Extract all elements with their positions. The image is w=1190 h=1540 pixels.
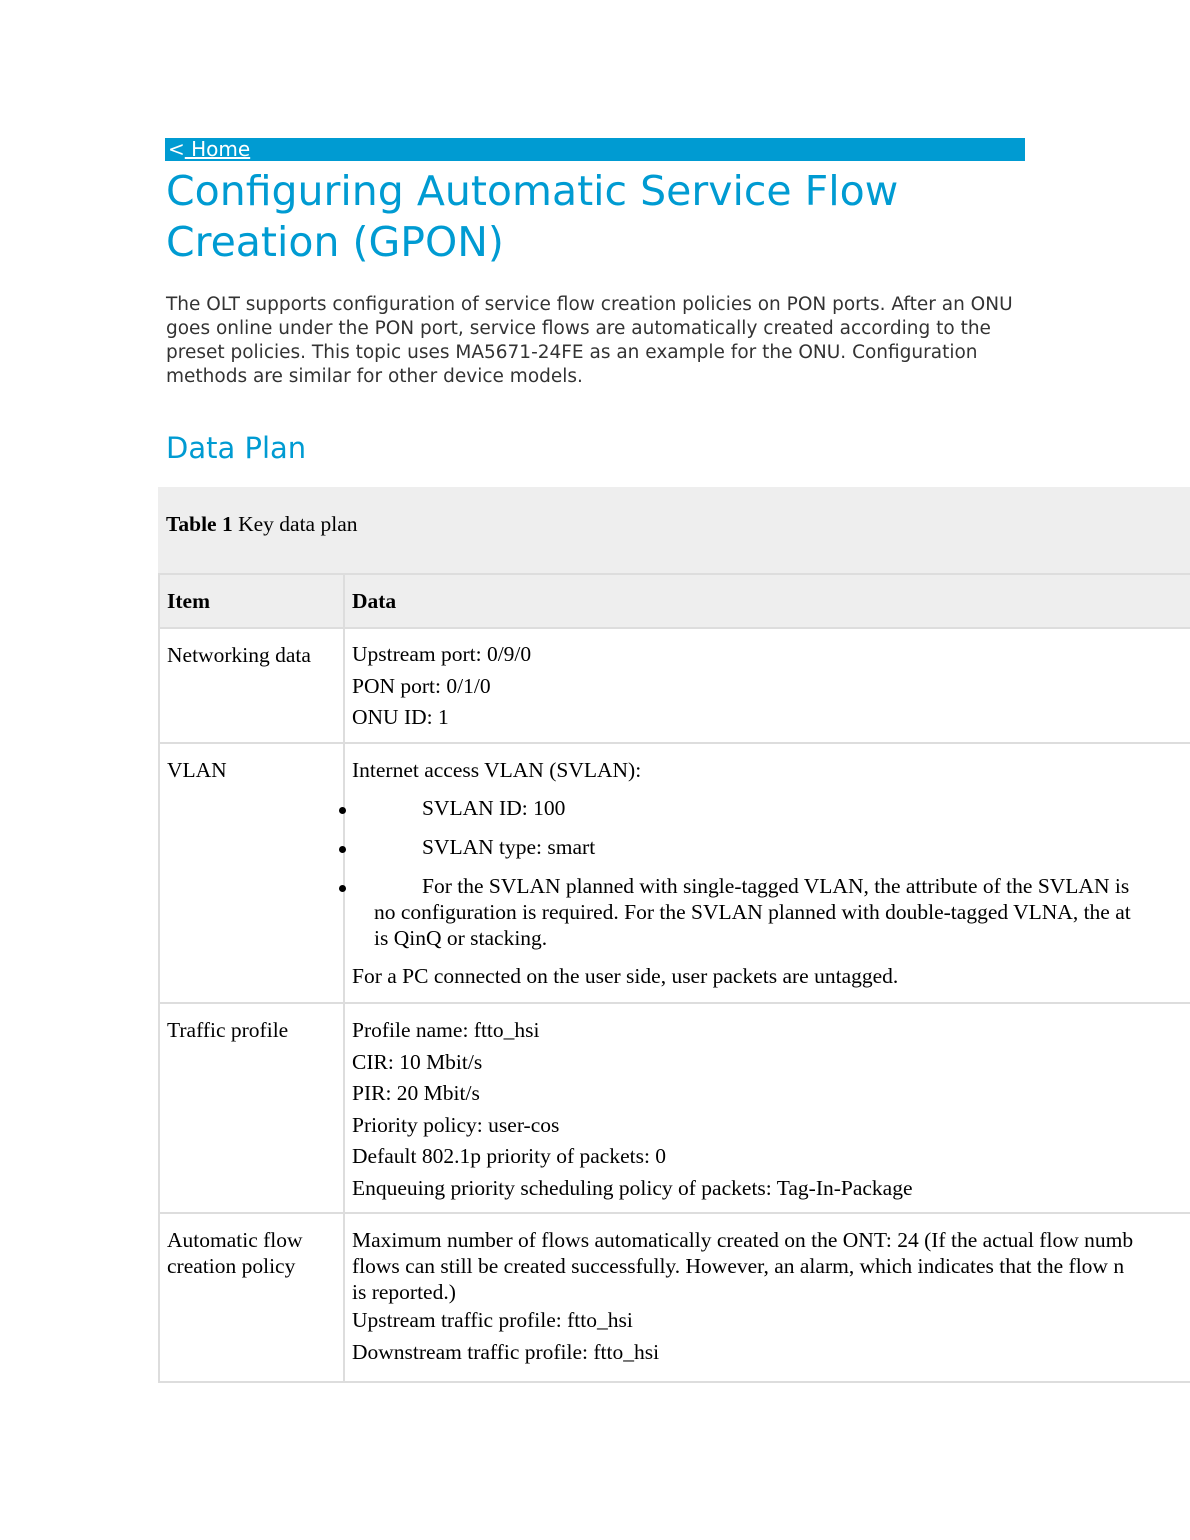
list-item [352, 834, 1190, 860]
list-item [352, 795, 1190, 821]
back-chevron-icon: < [168, 137, 185, 161]
item-cell-networking [159, 628, 344, 743]
data-line: Default 802.1p priority of packets: 0 [352, 1144, 667, 1168]
data-cell-traffic [344, 1003, 1190, 1213]
list-item-text: For the SVLAN planned with single-tagged VLAN, the attribute of the SVLAN is [422, 874, 1130, 898]
table-caption [158, 487, 1190, 573]
data-line: flows can still be created successfully. However, an alarm, which indicates that the flow n [352, 1254, 1125, 1278]
item-cell-traffic [159, 1003, 344, 1213]
column-header-data: Data [344, 574, 1190, 628]
table-caption-text [166, 511, 358, 537]
data-line: Internet access VLAN (SVLAN): [352, 758, 642, 782]
table-caption-title: Key data plan [232, 512, 358, 536]
data-line: Enqueuing priority scheduling policy of packets: Tag-In-Package [352, 1175, 913, 1200]
table-row-networking [159, 628, 1190, 743]
data-line: PON port: 0/1/0 [352, 673, 491, 698]
data-plan-table [158, 573, 1190, 1383]
table-row-traffic [159, 1003, 1190, 1213]
data-plan-table-container [158, 487, 1190, 1383]
list-item [352, 873, 1190, 951]
data-line: Priority policy: user-cos [352, 1112, 560, 1137]
table-row-vlan [159, 743, 1190, 1003]
data-cell-networking [344, 628, 1190, 743]
data-line: ONU ID: 1 [352, 705, 449, 729]
item-label: Automatic flow creation policy [167, 1228, 303, 1278]
data-cell-auto-flow [344, 1213, 1190, 1382]
item-cell-vlan [159, 743, 344, 1003]
page-title: Configuring Automatic Service Flow Creation (GPON) [166, 167, 899, 266]
table-row-auto-flow [159, 1213, 1190, 1382]
data-line: PIR: 20 Mbit/s [352, 1081, 480, 1105]
item-label: Traffic profile [167, 1018, 289, 1042]
data-line: CIR: 10 Mbit/s [352, 1049, 483, 1074]
item-label: VLAN [167, 758, 227, 782]
section-heading-data-plan: Data Plan [166, 431, 307, 465]
data-line: Downstream traffic profile: ftto_hsi [352, 1339, 660, 1364]
data-line: Upstream port: 0/9/0 [352, 642, 532, 666]
list-item-text-cont: no configuration is required. For the SVLAN planned with double-tagged VLNA, the at [374, 900, 1131, 924]
data-line: For a PC connected on the user side, user packets are untagged. [352, 964, 899, 988]
home-link[interactable] [168, 138, 250, 161]
svlan-bullet-list [352, 795, 1190, 951]
list-item-text: SVLAN ID: 100 [422, 796, 566, 820]
data-cell-vlan [344, 743, 1190, 1003]
item-label: Networking data [167, 643, 311, 667]
list-item-text-cont: is QinQ or stacking. [374, 926, 548, 950]
table-caption-label: Table 1 [166, 512, 233, 536]
item-cell-auto-flow [159, 1213, 344, 1382]
bullet-dot-icon [339, 885, 346, 892]
data-line: Profile name: ftto_hsi [352, 1018, 540, 1042]
list-item-text: SVLAN type: smart [422, 835, 596, 859]
data-line: is reported.) [352, 1280, 456, 1304]
table-header-row [159, 574, 1190, 628]
bullet-dot-icon [339, 807, 346, 814]
home-nav-bar [165, 138, 1025, 161]
intro-paragraph: The OLT supports configuration of service flow creation policies on PON ports. After an ONU goes online under the PON port, service flows are automatically created according to the preset policies. This topic uses MA5671-24FE as an example for the ONU. Configuration methods are similar for other device models. [166, 294, 1013, 387]
data-line: Upstream traffic profile: ftto_hsi [352, 1308, 633, 1332]
bullet-dot-icon [339, 846, 346, 853]
home-link-label: Home [184, 137, 251, 161]
data-line: Maximum number of flows automatically created on the ONT: 24 (If the actual flow numb [352, 1228, 1134, 1252]
column-header-item: Item [159, 574, 344, 628]
